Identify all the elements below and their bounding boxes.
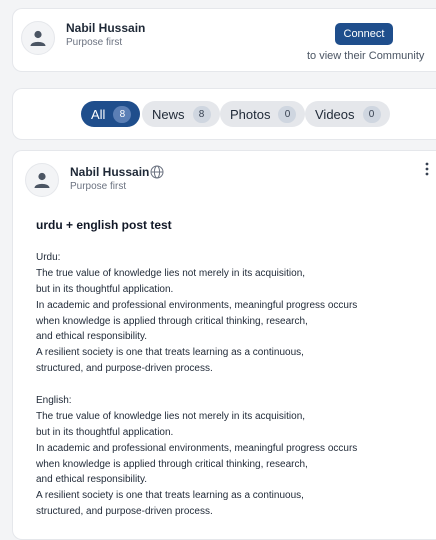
tab-photos[interactable]	[220, 101, 305, 127]
user-icon	[29, 29, 47, 47]
post-line: but in its thoughtful application.	[36, 283, 174, 295]
post-line: A resilient society is one that treats learning as a continuous,	[36, 347, 304, 359]
tab-count-badge: 0	[363, 106, 381, 123]
tab-all[interactable]	[81, 101, 140, 127]
tab-label: All	[91, 106, 106, 122]
tab-label: Photos	[230, 106, 271, 122]
post-line: structured, and purpose-driven process.	[36, 506, 213, 518]
more-vertical-icon[interactable]	[423, 161, 431, 177]
user-icon	[33, 171, 51, 189]
profile-subtitle: Purpose first	[66, 37, 123, 48]
tab-label: News	[152, 106, 185, 122]
post-body	[36, 250, 426, 520]
community-hint: to view their Community	[307, 50, 425, 62]
post-author-subtitle: Purpose first	[70, 181, 127, 192]
connect-button[interactable]: Connect	[335, 23, 393, 45]
globe-icon	[150, 165, 164, 179]
post-line: but in its thoughtful application.	[36, 426, 174, 438]
tab-count-badge: 8	[113, 106, 131, 123]
post-line: when knowledge is applied through critical thinking, research,	[36, 315, 308, 327]
post-line: A resilient society is one that treats learning as a continuous,	[36, 490, 304, 502]
post-card	[12, 150, 436, 540]
post-line: The true value of knowledge lies not merely in its acquisition,	[36, 410, 306, 422]
post-title: urdu + english post test	[36, 218, 172, 232]
tab-videos[interactable]	[305, 101, 390, 127]
tab-label: Videos	[315, 106, 355, 122]
tab-news[interactable]	[142, 101, 220, 127]
avatar[interactable]	[21, 21, 55, 55]
post-line: structured, and purpose-driven process.	[36, 363, 213, 375]
post-author-name[interactable]: Nabil Hussain	[70, 165, 150, 179]
paragraph-gap	[36, 377, 426, 393]
post-line: The true value of knowledge lies not merely in its acquisition,	[36, 267, 306, 279]
tab-count-badge: 8	[193, 106, 211, 123]
post-line: and ethical responsibility.	[36, 331, 147, 343]
post-line: In academic and professional environments, meaningful progress occurs	[36, 442, 358, 454]
profile-card	[12, 8, 436, 72]
tab-count-badge: 0	[278, 106, 296, 123]
post-line: In academic and professional environments, meaningful progress occurs	[36, 299, 358, 311]
english-heading: English:	[36, 395, 72, 407]
post-author-avatar[interactable]	[25, 163, 59, 197]
urdu-heading: Urdu:	[36, 252, 61, 263]
post-line: when knowledge is applied through critical thinking, research,	[36, 458, 308, 470]
post-line: and ethical responsibility.	[36, 474, 147, 486]
profile-name[interactable]: Nabil Hussain	[66, 21, 146, 35]
filter-bar	[12, 88, 436, 140]
